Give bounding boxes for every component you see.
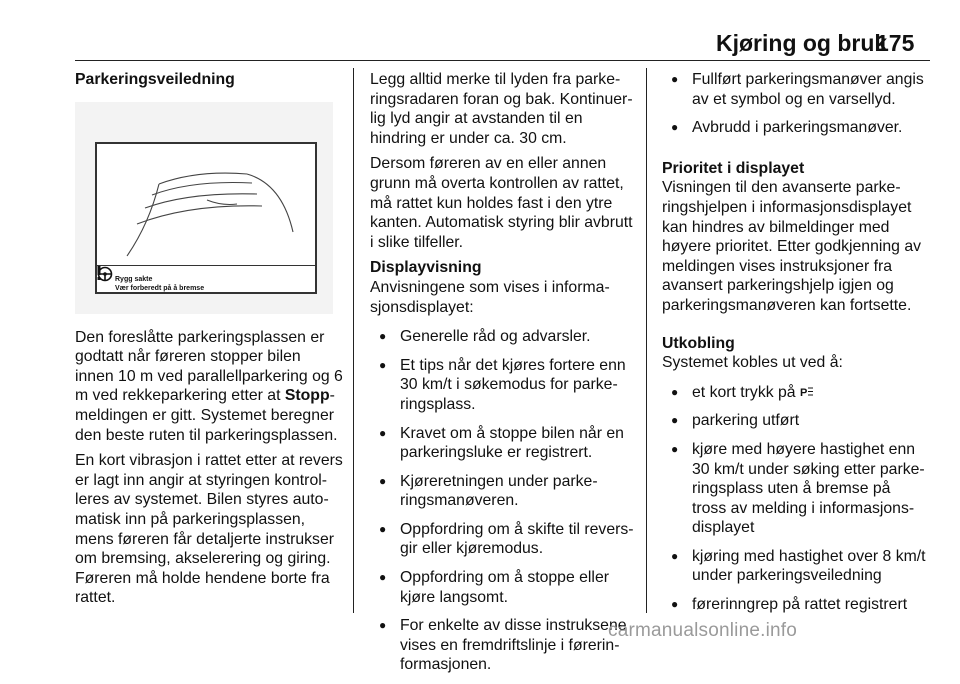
display-intro: Anvisningene som vises i informasjonsdisplayet: [370,278,610,316]
paragraph-radar-sound: Legg alltid merke til lyden fra parkeringsradaren foran og bak. Kontinuerlig lyd angir at avstanden til en hindring er under ca. 30 cm. [370,71,633,147]
deactivation-intro: Systemet kobles ut ved å: [662,354,843,372]
list-item: ● For enkelte av disse instruksene vises en fremdriftslinje i førerinformasjonen. [370,616,635,675]
paragraph-accepted-space: Den foreslåtte parkeringsplassen er godtatt når føreren stopper bilen innen 10 m ved parallellparkering og 6 m ved rekkeparkering etter at Stopp-meldingen er gitt. Systemet beregner den beste ruten til parkeringsplassen. [75,328,343,444]
paragraph-vibration: En kort vibrasjon i rattet etter at revers er lagt inn angir at styringen kontrolleres av systemet. Bilen styres automatisk inn på parkeringsplassen, mens føreren får detaljerte instrukser om bremsing, akselerering og giring. Føreren må holde hendene borte fra rattet. [75,452,343,607]
list-item: ● parkering utført [662,411,927,431]
section-heading-parking-guidance: Parkeringsveiledning [75,71,235,88]
deactivation-list [662,383,927,615]
list-item: ● førerinngrep på rattet registrert [662,595,927,615]
display-illustration [75,102,333,314]
info-display [95,142,317,294]
page-header-title: Kjøring og bruk [716,30,888,56]
parking-path-lines [97,144,315,266]
section-heading-deactivation: Utkobling [662,334,735,352]
list-item: ● Oppfordring om å skifte til reversgir eller kjøremodus. [370,520,635,559]
column-divider-1 [353,68,354,613]
list-item: ● Kjøreretningen under parkeringsmanøveren. [370,472,635,511]
section-heading-display: Displayvisning [370,259,482,277]
section-heading-priority: Prioritet i displayet [662,159,805,177]
watermark-text: carmanualsonline.info [608,620,798,641]
paragraph-priority: Visningen til den avanserte parkeringshjelpen i informasjonsdisplayet kan hindres av bilmeldinger med høyere prioritet. Etter godkjenning av meldingen vises instruksjoner fra avansert parkeringshjelp igjen og parkeringsmanøveren kan fortsette. [662,179,922,314]
list-item: ● Oppfordring om å stoppe eller kjøre langsomt. [370,568,635,607]
list-item: ● kjøre med høyere hastighet enn 30 km/t under søking etter parkeringsplass uten å bremse på tross av melding i informasjonsdisplayet [662,440,927,538]
list-item: ● Avbrudd i parkeringsmanøver. [662,118,927,138]
stop-keyword: Stopp [284,387,330,405]
column-3 [662,70,927,624]
message-line-1: Rygg sakte [115,275,153,283]
paragraph-take-control: Dersom føreren av en eller annen grunn må overta kontrollen av rattet, må rattet kun holdes fast i den ytre kanten. Automatisk styring blir avbrutt i slike tilfeller. [370,155,633,251]
list-item: ● et kort trykk på P [662,383,927,403]
list-item: ● Fullført parkeringsmanøver angis av et symbol og en varsellyd. [662,70,927,109]
column-divider-2 [646,68,647,613]
list-item: ● Et tips når det kjøres fortere enn 30 km/t i søkemodus for parkeringsplass. [370,356,635,415]
svg-text:P: P [799,386,808,398]
list-item: ● kjøring med hastighet over 8 km/t under parkeringsveiledning [662,547,927,586]
message-bar [97,265,315,292]
page-number: 175 [876,30,915,56]
message-line-2: Vær forberedt på å bremse [115,284,205,292]
display-list [370,327,635,675]
list-item: ● Generelle råd og advarsler. [370,327,635,347]
header-rule [75,60,930,61]
status-list [662,70,927,138]
parking-assist-icon [800,385,814,398]
column-2 [370,70,635,684]
column-1 [75,70,343,614]
steering-wheel-icon [97,266,113,282]
list-item: ● Kravet om å stoppe bilen når en parkeringsluke er registrert. [370,424,635,463]
